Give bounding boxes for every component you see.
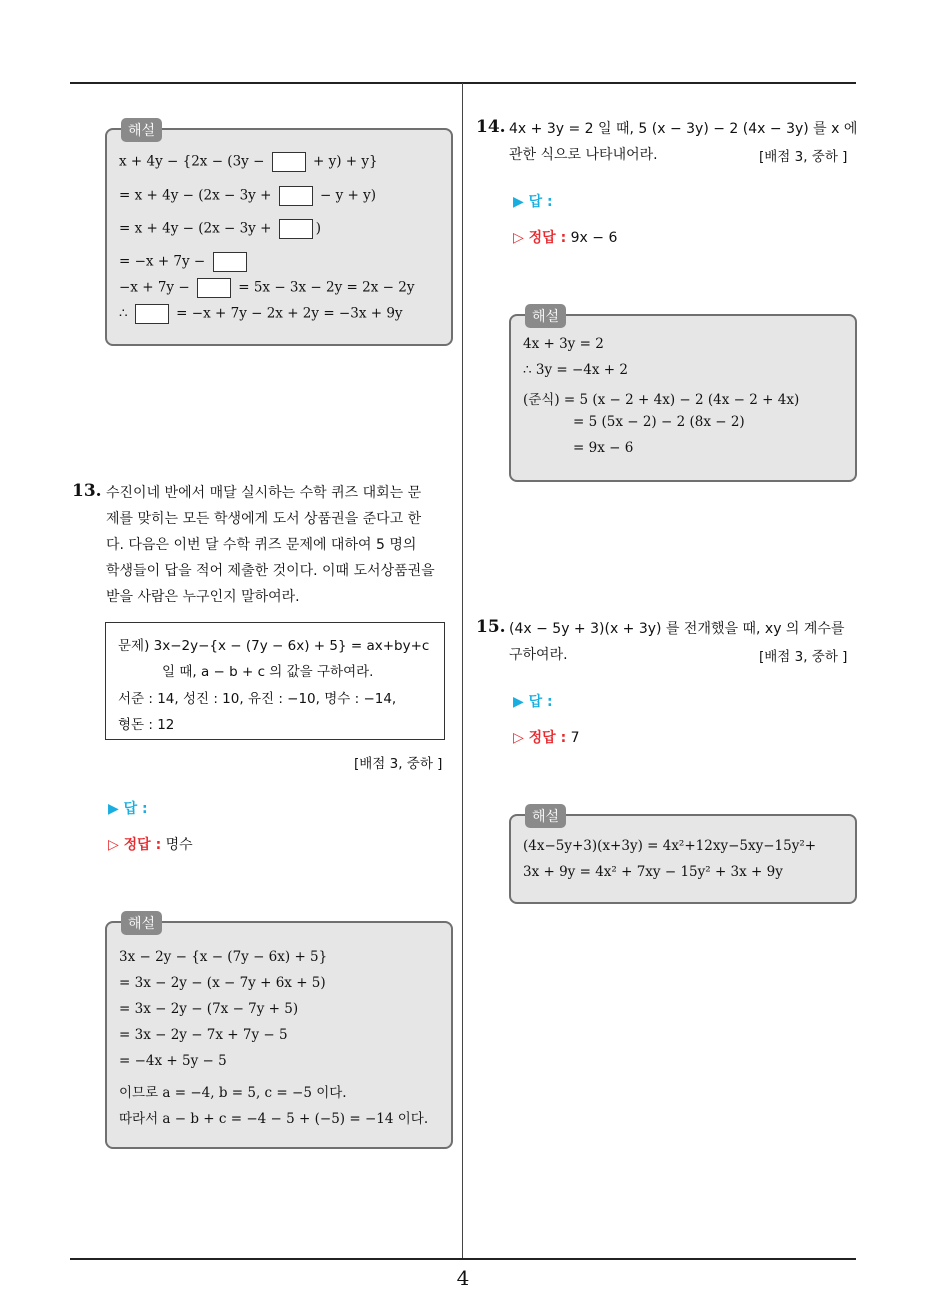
blank-box	[213, 252, 247, 272]
question-text-15: (4x − 5y + 3)(x + 3y) 를 전개했을 때, xy 의 계수를 구하여라.	[509, 621, 845, 663]
question-text-13: 수진이네 반에서 매달 실시하는 수학 퀴즈 대회는 문 제를 맞히는 모든 학생에게 도서 상품권을 준다고 한 다. 다음은 이번 달 수학 퀴즈 문제에 대하여 5 명의 학생들이 답을 적어 제출한 것이다. 이때 도서상품권을 받을 사람은 누구인지 말하여라.	[106, 485, 435, 605]
solution-tag: 해설	[525, 304, 566, 328]
column-divider	[462, 83, 463, 1259]
score-meta-13: [배점 3, 중하 ]	[354, 756, 443, 772]
solution-line: x + 4y − {2x − (3y − + y) + y}	[119, 152, 378, 172]
answer-label-14: ▶ 답 :	[513, 194, 553, 210]
correct-answer-13: ▷ 정답 : 명수	[108, 837, 193, 853]
solution-tag: 해설	[121, 911, 162, 935]
blank-box	[272, 152, 306, 172]
blank-box	[279, 186, 313, 206]
solution-tag: 해설	[525, 804, 566, 828]
solution-line: = x + 4y − (2x − 3y + − y + y)	[119, 186, 376, 206]
blank-box	[135, 304, 169, 324]
solution-line: = x + 4y − (2x − 3y + )	[119, 219, 321, 239]
question-number-15: 15.	[476, 617, 506, 637]
page-number: 4	[456, 1266, 470, 1290]
solution-tag: 해설	[121, 118, 162, 142]
bottom-rule	[70, 1258, 856, 1260]
score-meta-14: [배점 3, 중하 ]	[759, 149, 848, 165]
solution-box-14: 해설 4x + 3y = 2 ∴ 3y = −4x + 2 (준식) = 5 (x − 2 + 4x) − 2 (4x − 2 + 4x) = 5 (5x − 2) − 2 (8x − 2) = 9x − 6	[509, 314, 857, 482]
correct-answer-14: ▷ 정답 : 9x − 6	[513, 230, 618, 246]
solution-box-12	[105, 123, 453, 346]
correct-answer-15: ▷ 정답 : 7	[513, 730, 580, 746]
question-number-14: 14.	[476, 117, 506, 137]
solution-line: = −x + 7y −	[119, 252, 250, 272]
answer-label-15: ▶ 답 :	[513, 694, 553, 710]
answer-label-13: ▶ 답 :	[108, 801, 148, 817]
question-text-14: 4x + 3y = 2 일 때, 5 (x − 3y) − 2 (4x − 3y) 를 x 에 관한 식으로 나타내어라.	[509, 121, 858, 163]
solution-box-13: 해설 3x − 2y − {x − (7y − 6x) + 5} = 3x − 2y − (x − 7y + 6x + 5) = 3x − 2y − (7x − 7y + 5) = 3x − 2y − 7x + 7y − 5 = −4x + 5y − 5 이므로 a = −4, b = 5, c = −5 이다. 따라서 a − b + c = −4 − 5 + (−5) = −14 이다.	[105, 921, 453, 1149]
solution-box-15: 해설 (4x−5y+3)(x+3y) = 4x²+12xy−5xy−15y²+ 3x + 9y = 4x² + 7xy − 15y² + 3x + 9y	[509, 814, 857, 904]
solution-line: ∴ = −x + 7y − 2x + 2y = −3x + 9y	[119, 304, 403, 324]
top-rule	[70, 82, 856, 84]
score-meta-15: [배점 3, 중하 ]	[759, 649, 848, 665]
blank-box	[279, 219, 313, 239]
blank-box	[197, 278, 231, 298]
solution-line: −x + 7y − = 5x − 3x − 2y = 2x − 2y	[119, 278, 414, 298]
problem-box-13: 문제) 3x−2y−{x − (7y − 6x) + 5} = ax+by+c 일 때, a − b + c 의 값을 구하여라. 서준 : 14, 성진 : 10, 유진 : −10, 명수 : −14, 형돈 : 12	[105, 622, 445, 740]
question-number-13: 13.	[72, 481, 102, 501]
